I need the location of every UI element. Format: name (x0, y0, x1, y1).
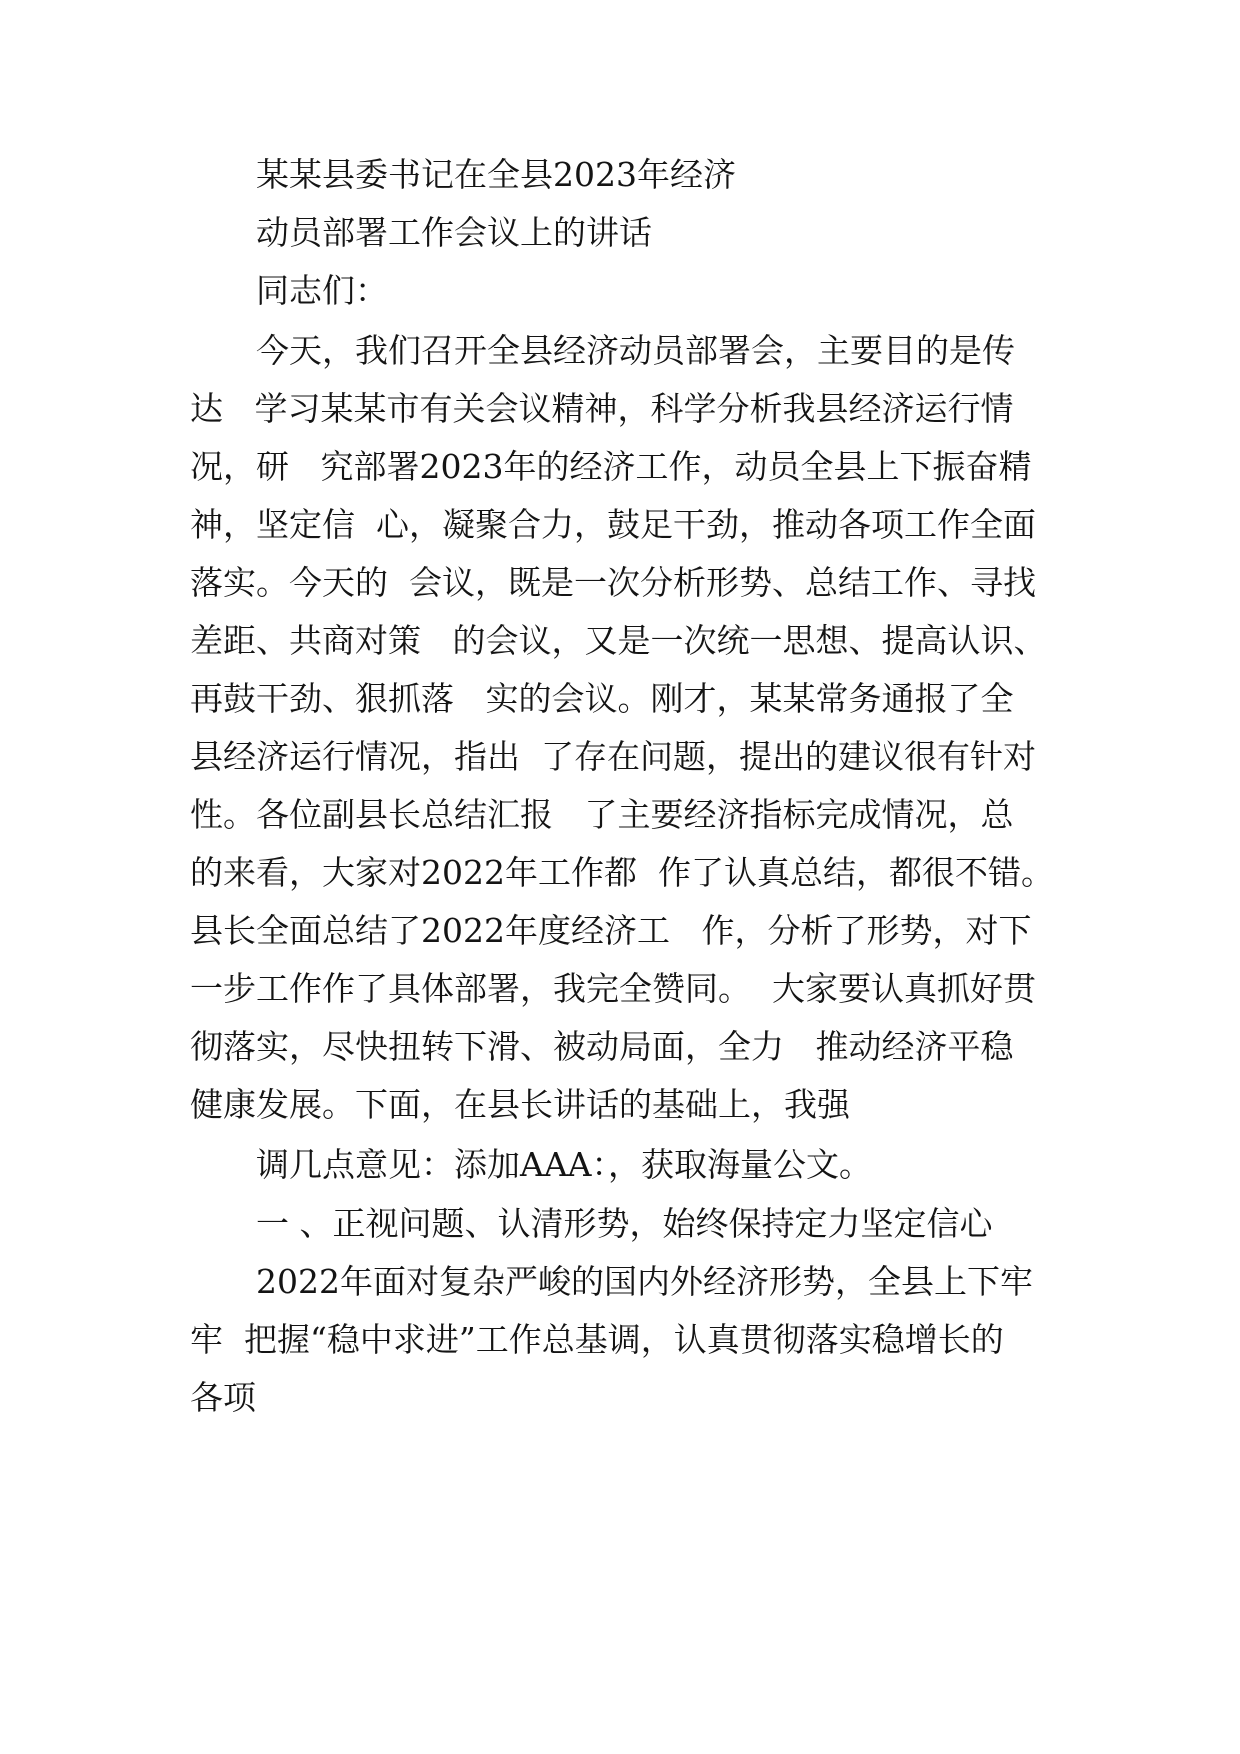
body-line-17: 2022年面对复杂严峻的国内外经济形势，全县上下牢 (256, 1262, 1033, 1301)
body-line-6: 差距、共商对策 的会议，又是一次统一思想、提高认识、 (190, 621, 1047, 660)
body-line-14: 健康发展。下面，在县长讲话的基础上，我强 (190, 1085, 850, 1124)
body-line-2: 达 学习某某市有关会议精神，科学分析我县经济运行情 (190, 389, 1014, 428)
body-line-1: 今天，我们召开全县经济动员部署会，主要目的是传 (256, 331, 1015, 370)
body-line-3: 况，研 究部署2023年的经济工作，动员全县上下振奋精 (190, 447, 1032, 486)
body-line-18: 牢 把握“稳中求进”工作总基调，认真贯彻落实稳增长的 (190, 1320, 1004, 1359)
body-line-7: 再鼓干劲、狠抓落 实的会议。刚才，某某常务通报了全 (190, 679, 1014, 718)
body-line-11: 县长全面总结了2022年度经济工 作，分析了形势，对下 (190, 911, 1032, 950)
title-line-1: 某某县委书记在全县2023年经济 (256, 155, 736, 194)
title-line-2: 动员部署工作会议上的讲话 (256, 213, 652, 252)
body-line-9: 性。各位副县长总结汇报 了主要经济指标完成情况，总 (190, 795, 1014, 834)
body-line-10: 的来看，大家对2022年工作都 作了认真总结，都很不错。 (190, 853, 1054, 892)
body-line-12: 一步工作作了具体部署，我完全赞同。 大家要认真抓好贯 (190, 969, 1036, 1008)
body-line-5: 落实。今天的 会议，既是一次分析形势、总结工作、寻找 (190, 563, 1036, 602)
body-line-4: 神，坚定信 心，凝聚合力，鼓足干劲，推动各项工作全面 (190, 505, 1036, 544)
section-heading-1: 一 、正视问题、认清形势，始终保持定力坚定信心 (256, 1204, 993, 1243)
salutation: 同志们： (256, 271, 388, 310)
body-line-8: 县经济运行情况，指出 了存在问题，提出的建议很有针对 (190, 737, 1036, 776)
body-line-15: 调几点意见：添加AAA：，获取海量公文。 (256, 1145, 872, 1184)
body-line-19: 各项 (190, 1378, 256, 1417)
body-line-13: 彻落实，尽快扭转下滑、被动局面，全力 推动经济平稳 (190, 1027, 1014, 1066)
